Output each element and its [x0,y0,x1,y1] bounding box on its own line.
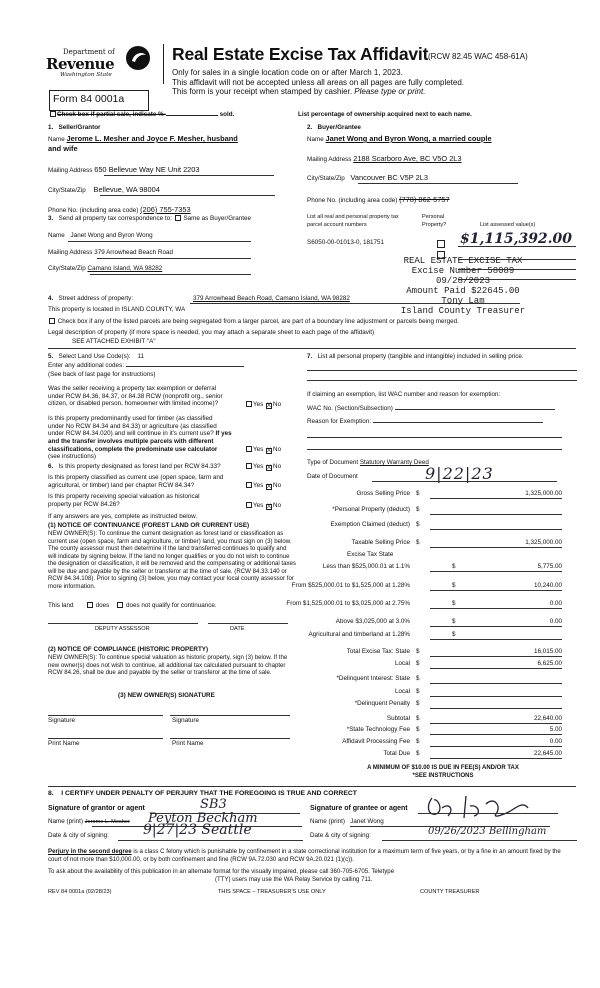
calc-underline [430,529,562,530]
exemption-reason-field: Reason for Exemption: [307,418,543,426]
calc-dollar-sign: $ [416,714,420,722]
calc-value[interactable]: 22,640.00 [533,714,562,722]
forest-land-question: 6. Is this property designated as forest land per RCW 84.33? [48,463,221,470]
same-as-buyer-checkbox[interactable] [175,215,181,221]
calc-underline [430,683,562,684]
calc-dollar-sign: $ [416,737,420,745]
document-date[interactable]: 9|22|23 [425,464,494,483]
parcel-list-label: List all real and personal property tax parcel account numbers [307,214,399,228]
deputy-assessor-label: DEPUTY ASSESSOR [95,626,150,632]
grantee-date-city[interactable]: 09/26/2023 Bellingham [428,826,547,837]
logo-state: Washington State [60,72,112,78]
does-qualify-checkbox[interactable] [87,602,93,608]
segregation-field: Check box if any of the listed parcels are being segregated from a larger parcel, are part of a boundary line adjustment or parcels being merged. [48,318,459,326]
date-label: DATE [230,626,245,632]
if-yes-note: If any answers are yes, complete as instructed below. [48,513,198,520]
grantee-date-label: Date & city of signing: [310,832,371,839]
land-use-code[interactable]: 11 [137,353,145,360]
correspondence-city-field: City/State/Zip Camano Island, WA 98282 [48,265,163,272]
correspondence-city[interactable]: Camano Island, WA 98282 [87,265,163,272]
correspondence-address-field: Mailing Address 379 Arrowhead Beach Road [48,249,173,256]
intro-line-1: Only for sales in a single location code on or after March 1, 2023. [172,68,403,77]
current-use-question: Is this property classified as current use (open space, farm and agricultural, or timber) land per chapter RCW 84.34? [48,474,224,489]
treasurer-stamp [384,256,542,316]
property-address-field: 4. Street address of property: [48,295,134,302]
seller-name-field: Name Jerome L. Mesher and Joyce F. Mesher, husband [48,134,238,143]
revenue-swoosh-icon [125,45,151,71]
exemption-yes-no: Yes X No [245,401,281,409]
calc-label: Agricultural and timberland at 1.28% [308,630,410,638]
stamp-treasurer-name: Tony Lam [441,296,485,307]
calc-label: From $1,525,000.01 to $3,025,000 at 2.75% [286,599,410,607]
see-instructions: (See back of last page for instructions) [48,371,156,378]
historic-question: Is this property receiving special valuation as historical property per RCW 84.26? [48,493,200,508]
seller-phone-field: Phone No. (including area code) (206) 755-7353 [48,205,191,214]
calc-dollar-sign: $ [452,618,456,625]
buyer-phone[interactable]: (778) 862-5757 [399,195,450,204]
property-location: This property is located in ISLAND COUNTY, WA [48,306,186,313]
calc-dollar-sign: $ [416,538,420,546]
calc-underline [430,758,562,759]
calc-dollar-sign: $ [416,675,420,682]
calc-underline [430,746,562,747]
form-rcw: (RCW 82.45 WAC 458-61A) [428,52,528,61]
calc-dollar-sign: $ [416,521,420,528]
wac-number-field: WAC No. (Section/Subsection) [307,405,555,413]
calc-label: *Delinquent Penalty [354,700,410,707]
exemption-no-checkbox[interactable]: X [267,403,272,409]
buyer-city[interactable]: Vancouver BC V5P 2L3 [350,173,428,182]
calc-label: Subtotal [386,714,410,722]
calc-label: Local [394,688,410,695]
buyer-name[interactable]: Janet Wong and Byron Wong, a married couple [325,134,492,143]
calc-underline [430,668,562,669]
calc-label: Excise Tax State [347,551,394,558]
seller-phone[interactable]: (206) 755-7353 [140,205,191,214]
signature-label-2: Signature [172,717,199,724]
document-type-field: Type of Document Statutory Warranty Deed [307,459,429,466]
timber-question: Is this property predominantly used for timber (as classified under No RCW 84.34 and 84.33) or agriculture (as classified under RCW 84.34.020) and will continue in it's current use? If yes and the transfer involves multiple parcels with different classifications, complete the predominate use calculator (see instructions) [48,415,232,461]
calc-value[interactable]: 22,645.00 [533,749,562,757]
buyer-address[interactable]: 2188 Scarboro Ave, BC V5O 2L3 [353,154,462,163]
timber-no-checkbox[interactable]: X [267,448,272,454]
calc-underline [430,547,562,548]
notice-continuance-text: NEW OWNER(S): To continue the current designation as forest land or classification as current use (open space, farm and agriculture, or timber) land, you must sign on (3) below. The county assessor must then determine if the land transferred continues to qualify and will indicate by signing below. If the land no longer qualifies or you do not wish to continue the designation or classification, it will be removed and the compensating or additional taxes will be due and payable by the seller or transferor at the time of sale. (RCW 84.33.140 or RCW 84.34.108). Prior to signing (3) below, you may contact your local county assessor for more information. [48,530,296,590]
intro-line-3: This form is your receipt when stamped by cashier. Please type or print. [172,87,426,96]
calc-underline [430,608,562,609]
continuance-field: This land does does not qualify for continuance. [48,602,217,609]
seller-name-line-2: and wife [48,144,78,153]
grantor-signature-label: Signature of grantor or agent [48,805,145,812]
notice-continuance-heading: (1) NOTICE OF CONTINUANCE (FOREST LAND OR CURRENT USE) [48,522,250,529]
current-use-no-checkbox[interactable]: X [267,484,272,490]
stamp-treasurer-title: Island County Treasurer [400,306,526,317]
form-number-box: Form 84 0001a [49,90,149,111]
logo-revenue: Revenue [46,55,115,73]
assessed-value-label: List assessed value(s) [480,222,536,228]
stamp-line-1: REAL ESTATE EXCISE TAX [403,256,523,266]
calc-label: Total Due [383,749,410,757]
treasurer-use-only: THIS SPACE – TREASURER'S USE ONLY [218,889,326,895]
buyer-name-field: Name Janet Wong and Byron Wong, a married couple [307,134,492,143]
exemption-question: Was the seller receiving a property tax exemption or deferral under RCW 84.36, 84.37, or 84.38 RCW (nonprofit org., senior citizen, or disabled person, homeowner with limited income)? [48,385,223,408]
ownership-percentage-note: List percentage of ownership acquired next to each name. [298,111,472,118]
parcel-number[interactable]: S6050-00-01013-0, 181751 [307,239,385,246]
forest-yes-checkbox[interactable] [246,463,252,469]
property-address[interactable]: 379 Arrowhead Beach Road, Camano Island, WA 98282 [193,295,350,302]
calc-label: Above $3,025,000 at 3.0% [335,618,410,625]
calc-label: *Delinquent Interest: State [336,675,410,682]
seller-name[interactable]: Jerome L. Mesher and Joyce F. Mesher, husband [66,134,238,143]
buyer-heading: 2. Buyer/Grantee [307,124,361,131]
intro-line-2: This affidavit will not be accepted unless all areas on all pages are fully completed. [172,77,465,87]
buyer-phone-field: Phone No. (including area code) (778) 862-5757 [307,195,450,204]
grantee-name[interactable]: Janet Wong [350,818,384,825]
calc-value[interactable]: 5,775.00 [537,563,562,570]
historic-yes-checkbox[interactable] [246,502,252,508]
calc-label: Exemption Claimed (deduct) [330,521,410,528]
seller-city[interactable]: Bellevue, WA 98004 [93,185,160,194]
calc-value[interactable]: 1,325,000.00 [525,490,562,497]
calc-value[interactable]: 0.00 [549,599,562,607]
calc-label: Taxable Selling Price [351,538,410,546]
personal-property-checkbox[interactable] [437,240,445,248]
calc-underline [430,571,562,572]
calc-value[interactable]: 0.00 [549,737,562,745]
calc-underline [430,498,562,499]
forest-no-checkbox[interactable]: X [267,465,272,471]
calc-value[interactable]: 16,015.00 [533,647,562,655]
correspondence-address[interactable]: 379 Arrowhead Beach Road [94,249,173,256]
additional-codes-field: Enter any additional codes: [48,362,244,370]
grantor-date-city[interactable]: 9|27|23 Seattle [143,822,252,838]
calc-dollar-sign: $ [452,581,456,589]
forest-yes-no: Yes X No [245,463,281,471]
calc-dollar-sign: $ [416,688,420,695]
grantor-signature[interactable]: SB3 [200,797,227,812]
grantee-signature-label: Signature of grantee or agent [310,805,408,812]
exemption-wac-label: If claiming an exemption, list WAC number and reason for exemption: [307,391,501,398]
buyer-address-field: Mailing Address 2188 Scarboro Ave, BC V5O 2L3 [307,154,462,163]
tty-note: (TTY) users may use the WA Relay Service by calling 711. [215,876,373,883]
does-not-qualify-checkbox[interactable] [117,602,123,608]
calc-label: Less than $525,000.01 at 1.1% [322,563,410,570]
calc-label: Affidavit Processing Fee [342,737,410,745]
calc-dollar-sign: $ [452,563,456,570]
notice-compliance-text: NEW OWNER(S): To continue special valuation as historic property, sign (3) below. If the new owner(s) does not wish to continue, all additional tax calculated pursuant to chapter RCW 84.26, shall be due and payable by the seller or transferor at the time of sale. [48,654,288,677]
land-use-field: 5. Select Land Use Code(s): 11 [48,353,145,360]
logo-dept-of: Department of [63,48,115,56]
calc-dollar-sign: $ [416,647,420,655]
minimum-fee-note: A MINIMUM OF $10.00 IS DUE IN FEE(S) AND/OR TAX *SEE INSTRUCTIONS [367,765,519,779]
calc-dollar-sign: $ [452,630,456,638]
calc-dollar-sign: $ [416,726,420,733]
calc-underline [430,734,562,735]
calc-label: Total Excise Tax: State [346,647,410,655]
print-name-label-1: Print Name [48,740,80,747]
revision-number: REV 84 0001a (02/28/23) [48,889,112,895]
segregation-checkbox[interactable] [49,318,55,324]
seller-heading: 1. Seller/Grantor [48,124,101,131]
calc-underline [430,639,562,640]
calc-underline [430,708,562,709]
historic-yes-no: Yes X No [245,502,281,510]
legal-description-label: Legal description of property (if more space is needed, you may attach a separate sheet to each page of the affidavit) [48,329,375,336]
signature-label-1: Signature [48,717,75,724]
calc-label: *State Technology Fee [346,726,410,733]
seller-city-field: City/State/Zip Bellevue, WA 98004 [48,185,160,194]
form-title: Real Estate Excise Tax Affidavit [172,44,429,64]
document-date-label: Date of Document [307,473,358,480]
accessibility-note: To ask about the availability of this publication in an alternate format for the visually impaired, please call 360-705-6705. Teletype [48,868,395,875]
header-divider [163,44,164,84]
stamp-amount-paid: Amount Paid $22645.00 [406,286,520,297]
calc-dollar-sign: $ [416,490,420,497]
stamp-excise-number: Excise Number 58089 [411,266,515,277]
calc-dollar-sign: $ [452,599,456,607]
calc-dollar-sign: $ [416,749,420,757]
calc-underline [430,626,562,627]
grantor-date-label: Date & city of signing: [48,832,109,839]
buyer-city-field: City/State/Zip Vancouver BC V5P 2L3 [307,173,428,182]
personal-property-label: Personal Property? [422,214,447,228]
notice-compliance-heading: (2) NOTICE OF COMPLIANCE (HISTORIC PROPERTY) [48,646,209,653]
correspondence-name-field: Name Janet Wong and Byron Wong [48,232,153,239]
new-owner-signature-heading: (3) NEW OWNER(S) SIGNATURE [118,692,215,699]
calc-underline [430,696,562,697]
calc-dollar-sign: $ [416,700,420,707]
certification-heading: 8. I CERTIFY UNDER PENALTY OF PERJURY THAT THE FOREGOING IS TRUE AND CORRECT [48,790,357,797]
county-treasurer-label: COUNTY TREASURER [420,889,480,895]
partial-sale-checkbox[interactable] [50,111,56,117]
correspondence-field: 3. Send all property tax correspondence to: Same as Buyer/Grantee [48,215,251,222]
grantor-name[interactable]: Peyton Beckham [148,811,258,826]
document-type[interactable]: Statutory Warranty Deed [359,459,429,466]
calc-value[interactable]: 6,625.00 [537,660,562,667]
seller-address-field: Mailing Address 650 Bellevue Way NE Unit 2203 [48,165,200,174]
grantee-name-field: Name (print) Janet Wong [310,818,384,825]
print-name-label-2: Print Name [172,740,204,747]
grantee-signature[interactable] [420,792,550,822]
calc-label: *Personal Property (deduct) [332,505,410,513]
calc-label: From $525,000.01 to $1,525,000 at 1.28% [291,581,410,589]
calc-label: Local [394,660,410,667]
correspondence-name[interactable]: Janet Wong and Byron Wong [70,232,153,239]
partial-sale: Check box if partial sale, indicate %- sold. [49,111,234,119]
calc-underline [430,723,562,724]
timber-yes-no: Yes X No [245,446,281,454]
grantor-name-field: Name (print) Jerome L. Mesher [48,818,130,825]
exemption-yes-checkbox[interactable] [246,401,252,407]
personal-property-list-label: 7. List all personal property (tangible and intangible) included in selling price. [307,353,524,360]
stamp-date: 09/28/2023 [435,276,490,287]
timber-yes-checkbox[interactable] [246,446,252,452]
calc-underline [430,590,562,591]
historic-no-checkbox[interactable]: X [267,504,272,510]
calc-underline [430,656,562,657]
seller-address[interactable]: 650 Bellevue Way NE Unit 2203 [94,165,200,174]
perjury-notice: Perjury in the second degree is a class C felony which is punishable by confinement in a state correctional institution for a maximum term of five years, or by a fine in an amount fixed by the court of not more than $10,000.00, or by both confinement and fine (RCW 9A.72.030 and RCW 9A.20.021 (1)(c)). [48,848,561,863]
calc-underline [430,514,562,515]
legal-description[interactable]: SEE ATTACHED EXHIBIT "A" [72,338,156,345]
current-use-yes-no: Yes X No [245,482,281,490]
calc-value[interactable]: 0.00 [549,618,562,625]
calc-dollar-sign: $ [416,505,420,513]
calc-value[interactable]: 5.00 [549,726,562,733]
calc-label: Gross Selling Price [356,490,410,497]
assessed-value[interactable]: $1,115,392.00 [460,231,573,247]
current-use-yes-checkbox[interactable] [246,482,252,488]
calc-value[interactable]: 1,325,000.00 [525,538,562,546]
calc-value[interactable]: 10,240.00 [533,581,562,589]
calc-dollar-sign: $ [416,660,420,667]
